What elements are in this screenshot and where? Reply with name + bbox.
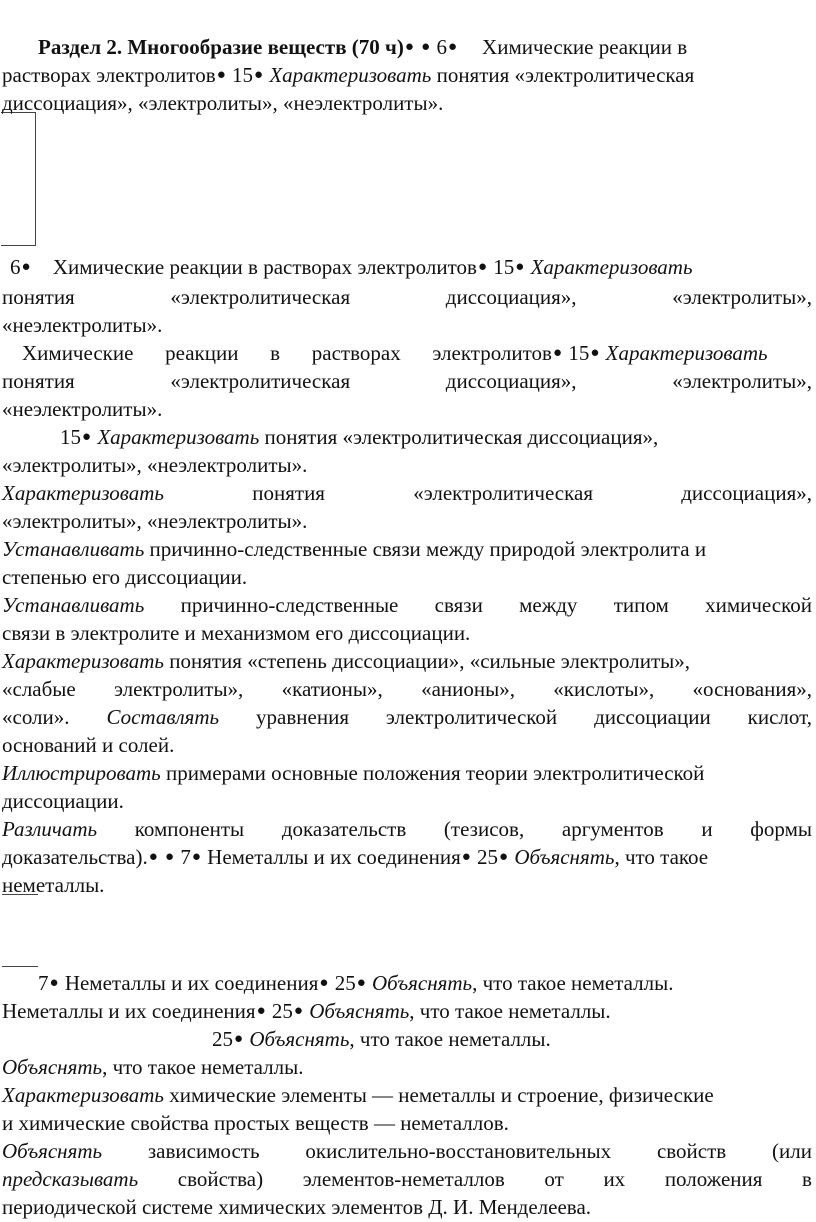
- verb-text: Объяснять: [2, 1055, 103, 1079]
- text-line: периодической системе химических элементов Д. И. Менделеева.: [2, 1195, 592, 1219]
- bullet-icon: ●: [477, 259, 487, 275]
- text-line: [2, 816, 812, 842]
- word: диссоциация»,: [681, 481, 812, 505]
- text-line: [22, 340, 768, 366]
- bullet-icon: ●: [319, 975, 329, 991]
- bullet-icon: ●: [82, 429, 92, 445]
- body-text: примерами основные положения теории электролитической: [160, 761, 705, 785]
- number-text: 25: [266, 999, 293, 1023]
- text-line: диссоциации.: [2, 789, 124, 813]
- text-line: «неэлектролиты».: [2, 313, 163, 337]
- verb-text: Составлять: [106, 705, 220, 729]
- hours-number: 6: [431, 35, 447, 59]
- text-line: [2, 536, 706, 562]
- word: окислительно-восстановительных: [305, 1139, 612, 1163]
- text-line: [2, 676, 812, 702]
- bullet-icon: ●: [256, 1003, 266, 1019]
- word: (тезисов,: [443, 817, 525, 841]
- empty-frame: [1, 112, 36, 246]
- word: от: [544, 1167, 564, 1191]
- word: реакции: [165, 341, 239, 365]
- word: Химические: [22, 341, 134, 365]
- number-text: 25: [212, 1027, 233, 1051]
- word: свойства): [177, 1167, 264, 1191]
- verb-text: Объяснять: [303, 999, 410, 1023]
- verb-text: Объяснять: [2, 1139, 103, 1163]
- verb-text: Характеризовать: [2, 649, 164, 673]
- body-text: понятия «электролитическая диссоциация»,: [259, 425, 659, 449]
- short-rule: [2, 966, 38, 967]
- word: «электролиты»,: [672, 369, 812, 393]
- number-text: 25: [329, 971, 356, 995]
- bullet-icon: ●: [356, 975, 366, 991]
- bullet-icon: ●: [553, 345, 563, 361]
- word: понятия: [2, 369, 75, 393]
- body-text: , что такое неметаллы.: [349, 1027, 551, 1051]
- word: «соли».: [2, 705, 70, 729]
- word: диссоциация»,: [445, 369, 577, 393]
- number-text: 15: [226, 63, 254, 87]
- text-line: «электролиты», «неэлектролиты».: [2, 453, 308, 477]
- word: диссоциации: [594, 705, 711, 729]
- word: химической: [705, 593, 812, 617]
- body-text: , что такое неметаллы.: [409, 999, 611, 1023]
- word: уравнения: [256, 705, 349, 729]
- word: в: [802, 1167, 812, 1191]
- verb-text: Устанавливать: [2, 593, 145, 617]
- topic-text: Химические реакции в растворах электролитов: [47, 255, 477, 279]
- bullet-icon: ●: [447, 39, 458, 55]
- body-text: понятия «степень диссоциации», «сильные электролиты»,: [163, 649, 691, 673]
- word: положения: [664, 1167, 763, 1191]
- word: «электролитическая: [170, 369, 351, 393]
- word: свойств: [656, 1139, 727, 1163]
- word: (или: [772, 1139, 812, 1163]
- number-text: 6: [10, 255, 21, 279]
- verb-text: Иллюстрировать: [2, 761, 161, 785]
- bullet-icon: ●: [499, 849, 509, 865]
- text-line: [2, 1138, 812, 1164]
- topic-text: Неметаллы и их соединения: [201, 845, 461, 869]
- word: «анионы»,: [421, 677, 515, 701]
- number-text: 15: [488, 255, 515, 279]
- text-line: [2, 1166, 812, 1192]
- word: в: [270, 341, 281, 365]
- text-line: [2, 704, 812, 730]
- bullet-icon: ●: [421, 39, 431, 55]
- text-line: [2, 1054, 303, 1080]
- word: диссоциация»,: [445, 285, 577, 309]
- topic-text: Химические реакции в: [482, 35, 688, 59]
- bullet-icon: ●: [49, 975, 59, 991]
- bullet-icon: ●: [165, 849, 175, 865]
- verb-text: Характеризовать: [2, 481, 164, 505]
- text-line: неметаллы.: [2, 873, 105, 897]
- text-line: связи в электролите и механизмом его диссоциации.: [2, 621, 471, 645]
- verb-text: Характеризовать: [600, 341, 768, 365]
- body-text: , что такое: [614, 845, 709, 869]
- word: понятия: [2, 285, 75, 309]
- text-line: [2, 62, 694, 88]
- word: элементов-неметаллов: [302, 1167, 505, 1191]
- word: зависимость: [147, 1139, 260, 1163]
- bullet-icon: ●: [515, 259, 525, 275]
- word: доказательств: [281, 817, 407, 841]
- verb-text: Характеризовать: [92, 425, 260, 449]
- text-line: [2, 368, 812, 394]
- word: понятия: [252, 481, 325, 505]
- word: «электролитическая: [413, 481, 593, 505]
- verb-text: Характеризовать: [525, 255, 693, 279]
- number-text: 15: [60, 425, 81, 449]
- text-line: [38, 34, 687, 60]
- bullet-icon: ●: [21, 259, 31, 275]
- verb-text: Объяснять: [366, 971, 473, 995]
- text-line: [60, 424, 658, 450]
- text-line: «неэлектролиты».: [2, 397, 163, 421]
- text-line: [2, 592, 812, 618]
- word: «катионы»,: [281, 677, 383, 701]
- text-line: [212, 1026, 551, 1052]
- text-line: [2, 760, 704, 786]
- body-text: химические элементы — неметаллы и строение, физические: [163, 1083, 714, 1107]
- text-line: [2, 1082, 714, 1108]
- word: формы: [750, 817, 812, 841]
- word: их: [603, 1167, 626, 1191]
- text-line: оснований и солей.: [2, 733, 175, 757]
- bullet-icon: ●: [404, 39, 414, 55]
- word: и: [701, 817, 713, 841]
- word: связи: [434, 593, 483, 617]
- word: аргументов: [561, 817, 664, 841]
- word: типом: [613, 593, 669, 617]
- number-text: 15: [563, 341, 590, 365]
- word: между: [519, 593, 578, 617]
- bullet-icon: ●: [191, 849, 201, 865]
- word: «кислоты»,: [553, 677, 655, 701]
- bullet-icon: ●: [148, 849, 158, 865]
- text-line: [2, 480, 812, 506]
- verb-text: предсказывать: [2, 1167, 139, 1191]
- text-line: [2, 648, 690, 674]
- bullet-icon: ●: [590, 345, 600, 361]
- body-text: , что такое неметаллы.: [102, 1055, 304, 1079]
- topic-text: растворах электролитов: [2, 63, 216, 87]
- bullet-icon: ●: [234, 1031, 244, 1047]
- text-line: [38, 970, 673, 996]
- text-line: [2, 284, 812, 310]
- bullet-icon: ●: [293, 1003, 303, 1019]
- verb-text: Характеризовать: [269, 63, 432, 87]
- word: электролитов: [432, 341, 552, 365]
- verb-text: Объяснять: [509, 845, 615, 869]
- verb-text: Различать: [2, 817, 98, 841]
- body-text: причинно-следственные связи между природой электролита и: [144, 537, 707, 561]
- verb-text: Устанавливать: [2, 537, 145, 561]
- topic-text: Неметаллы и их соединения: [59, 971, 319, 995]
- text-line: «электролиты», «неэлектролиты».: [2, 509, 308, 533]
- text-line: диссоциация», «электролиты», «неэлектролиты».: [2, 91, 444, 115]
- number-text: 7: [175, 845, 191, 869]
- number-text: 25: [471, 845, 499, 869]
- body-text: , что такое неметаллы.: [472, 971, 674, 995]
- word: «электролитическая: [170, 285, 351, 309]
- word: растворах: [311, 341, 401, 365]
- word: «основания»,: [692, 677, 812, 701]
- text-line: и химические свойства простых веществ — неметаллов.: [2, 1111, 509, 1135]
- verb-text: Объяснять: [244, 1027, 350, 1051]
- topic-text: Неметаллы и их соединения: [2, 999, 256, 1023]
- body-text: доказательства).: [2, 845, 148, 869]
- text-line: [10, 254, 693, 280]
- word: причинно-следственные: [180, 593, 399, 617]
- text-line: [2, 998, 611, 1024]
- section-heading: Раздел 2. Многообразие веществ (70 ч): [38, 35, 404, 59]
- verb-text: Характеризовать: [2, 1083, 164, 1107]
- word: «электролиты»,: [672, 285, 812, 309]
- number-text: 7: [38, 971, 49, 995]
- bullet-icon: ●: [461, 849, 471, 865]
- word: компоненты: [134, 817, 245, 841]
- bullet-icon: ●: [254, 67, 264, 83]
- text-line: [2, 844, 708, 870]
- word: электролитической: [385, 705, 558, 729]
- bullet-icon: ●: [216, 67, 226, 83]
- word: электролиты»,: [114, 677, 244, 701]
- text-line: степенью его диссоциации.: [2, 565, 248, 589]
- word: «слабые: [2, 677, 76, 701]
- body-text: понятия «электролитическая: [431, 63, 695, 87]
- word: кислот,: [747, 705, 812, 729]
